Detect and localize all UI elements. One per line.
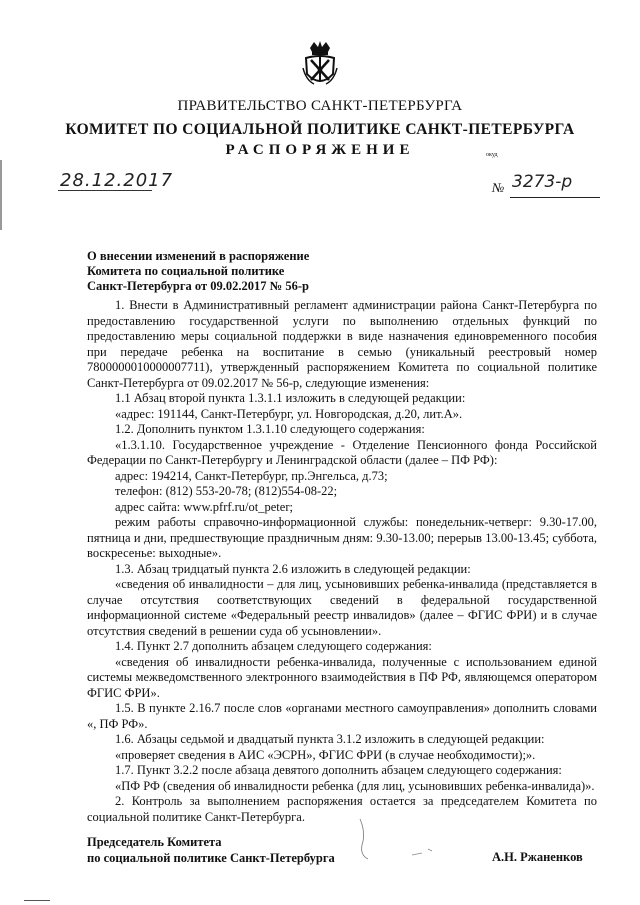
number-underline [510, 197, 600, 198]
paragraph: 1.1 Абзац второй пункта 1.3.1.1 изложить в следующей редакции: [115, 391, 466, 405]
signatory-title [87, 834, 335, 866]
scan-edge-mark [0, 160, 2, 230]
paragraph: 1.3. Абзац тридцатый пункта 2.6 изложить в следующей редакции: [115, 561, 471, 576]
signatory-title-line: Председатель Комитета [87, 835, 222, 849]
subject-line: Комитета по социальной политике [87, 264, 285, 278]
paragraph: «проверяет сведения в АИС «ЭСРН», ФГИС ФРИ (в случае необходимости);». [115, 747, 536, 762]
subject-line: Санкт-Петербурга от 09.02.2017 № 56-р [87, 279, 309, 293]
paragraph: «сведения об инвалидности – для лиц, усыновивших ребенка-инвалида (представляется в случае отсутствия соответствующих сведений в федеральной государственной информационной системе «Федеральный реестр инвалидов» (далее – ФГИС ФРИ) и в случае отсутствия сведений в решении суда об усыновлении». [87, 577, 597, 638]
paragraph: адрес сайта: www.pfrf.ru/ot_peter; [115, 499, 293, 514]
signer-name: А.Н. Ржаненков [492, 850, 583, 864]
paragraph: 1.2. Дополнить пунктом 1.3.1.10 следующего содержания: [115, 422, 425, 436]
paragraph: телефон: (812) 553-20-78; (812)554-08-22; [115, 484, 338, 498]
okud-label: окуд [486, 152, 498, 158]
paragraph: «ПФ РФ (сведения об инвалидности ребенка (для лиц, усыновивших ребенка-инвалида)». [115, 778, 595, 793]
handwritten-date: 28.12.2017 [60, 170, 174, 191]
committee-name: КОМИТЕТ ПО СОЦИАЛЬНОЙ ПОЛИТИКЕ САНКТ-ПЕТЕРБУРГА [65, 121, 575, 138]
signatory-title-line: по социальной политике Санкт-Петербурга [87, 851, 335, 865]
page-bottom-mark [24, 900, 50, 901]
date-underline [58, 190, 152, 191]
paragraph: 1.7. Пункт 3.2.2 после абзаца девятого дополнить абзацем следующего содержания: [115, 763, 562, 777]
paragraph: «1.3.1.10. Государственное учреждение - Отделение Пенсионного фонда Российской Федерации по Санкт-Петербургу и Ленинградской области (далее – ПФ РФ): [87, 437, 597, 467]
handwritten-number: 3273-р [512, 172, 573, 192]
document-body [87, 298, 597, 825]
government-name: ПРАВИТЕЛЬСТВО САНКТ-ПЕТЕРБУРГА [177, 98, 463, 114]
paragraph: 1. Внести в Административный регламент администрации района Санкт-Петербурга по предоставлению государственной услуги по выполнению отдельных функций по предоставлению меры социальной поддержки в виде назначения единовременного пособия при передаче ребенка на воспитание в семью (уникальный реестровый номер 7800000010000007711), утвержденный распоряжением Комитета по социальной политике Санкт-Петербурга от 09.02.2017 № 56-р, следующие изменения: [87, 298, 597, 390]
paragraph: 1.6. Абзацы седьмой и двадцатый пункта 3.1.2 изложить в следующей редакции: [115, 732, 545, 746]
paragraph: 1.4. Пункт 2.7 дополнить абзацем следующего содержания: [115, 639, 432, 653]
document-type-title: РАСПОРЯЖЕНИЕ [225, 142, 415, 158]
coat-of-arms-emblem-icon [300, 40, 340, 92]
paragraph: 1.5. В пункте 2.16.7 после слов «органами местного самоуправления» дополнить словами «, ПФ РФ». [87, 701, 597, 731]
number-label: № [492, 180, 505, 195]
subject-line: О внесении изменений в распоряжение [87, 249, 310, 263]
paragraph: адрес: 194214, Санкт-Петербург, пр.Энгельса, д.73; [115, 468, 388, 483]
paragraph: «сведения об инвалидности ребенка-инвалида, полученные с использованием единой системы межведомственного электронного взаимодействия в ПФ РФ, являющемся оператором ФГИС ФРИ». [87, 654, 597, 700]
paragraph: «адрес: 191144, Санкт-Петербург, ул. Новгородская, д.20, лит.А». [115, 406, 463, 421]
paragraph: режим работы справочно-информационной службы: понедельник-четверг: 9.30-17.00, пятница и дни, предшествующие праздничным дням: 9.30-13.00; перерыв 13.00-13.45; суббота, воскресенье: выходные». [87, 515, 597, 560]
paragraph: 2. Контроль за выполнением распоряжения остается за председателем Комитета по социальной политике Санкт-Петербурга. [87, 794, 597, 824]
document-subject [87, 249, 309, 294]
handwritten-signature [352, 815, 442, 865]
